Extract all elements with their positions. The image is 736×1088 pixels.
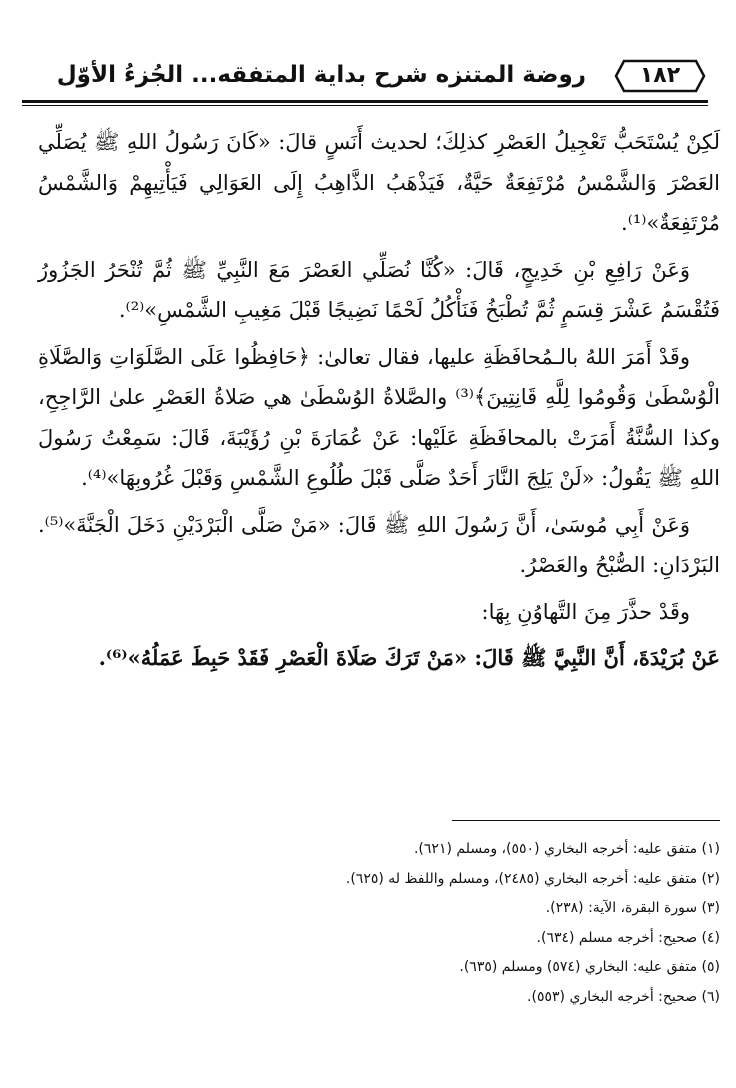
paragraph-rafi-hadith: وَعَنْ رَافِعِ بْنِ خَدِيجٍ، قَالَ: «كُنَّا نُصَلِّي العَصْرَ مَعَ النَّبِيِّ ﷺ ثُمَّ تُنْحَرُ الجَزُورُ فَتُقْسَمُ عَشْرَ قِسَمٍ ثُمَّ تُطْبَخُ فَنَأْكُلُ لَحْمًا نَضِيجًا قَبْلَ مَغِيبِ الشَّمْسِ»⁽²⁾. [38,257,720,322]
paragraph-abu-musa-hadith: وَعَنْ أَبِي مُوسَىٰ، أَنَّ رَسُولَ اللهِ ﷺ قَالَ: «مَنْ صَلَّى الْبَرْدَيْنِ دَخَلَ الْجَنَّةَ»⁽⁵⁾. البَرْدَانِ: الصُّبْحُ والعَصْرُ. [38,512,720,577]
footnote-divider [452,820,720,821]
book-title: روضة المتنزه شرح بداية المتفقه... الجُزءُ الأوّل [56,62,586,88]
page-number: ١٨٢ [639,63,681,88]
page-header [22,56,708,106]
paragraph-anas-hadith: لَكِنْ يُسْتَحَبُّ تَعْجِيلُ العَصْرِ كذلِكَ؛ لحديث أَنَسٍ قالَ: «كَانَ رَسُولُ اللهِ ﷺ يُصَلِّي العَصْرَ وَالشَّمْسُ مُرْتَفِعَةٌ حَيَّةٌ، فَيَذْهَبُ الذَّاهِبُ إِلَى العَوَالِي فَيَأْتِيهِمْ وَالشَّمْسُ مُرْتَفِعَةٌ»⁽¹⁾. [38,130,720,235]
footnote-item: (٢) متفق عليه: أخرجه البخاري (٢٤٨٥)، ومسلم واللفظ له (٦٢٥). [345,870,720,887]
footnote-item: (١) متفق عليه: أخرجه البخاري (٥٥٠)، ومسلم (٦٢١). [413,841,720,857]
footnotes [38,835,720,1012]
paragraph-warning: وقَدْ حذَّرَ مِنَ التَّهاوُنِ بِهَا: [481,599,690,624]
footnote-item: (٦) صحيح: أخرجه البخاري (٥٥٣). [527,988,720,1005]
footnote-item: (٥) متفق عليه: البخاري (٥٧٤) ومسلم (٦٣٥). [459,959,720,975]
paragraph-preserve-prayer: وقَدْ أَمَرَ اللهُ بالـمُحافَظَةِ عليها، فقال تعالىٰ: ﴿حَافِظُوا عَلَى الصَّلَوَاتِ وَالصَّلَاةِ الْوُسْطَىٰ وَقُومُوا لِلَّهِ قَانِتِينَ﴾⁽³⁾ والصَّلاةُ الوُسْطَىٰ هي صَلاةُ العَصْرِ علىٰ الرَّاجِحِ، وكذا السُّنَّةُ أَمَرَتْ بالمحافَظَةِ عَلَيْها: عَنْ عُمَارَةَ بْنِ رُؤَيْبَةَ، قَالَ: سَمِعْتُ رَسُولَ اللهِ ﷺ يَقُولُ: «لَنْ يَلِجَ النَّارَ أَحَدٌ صَلَّى قَبْلَ طُلُوعِ الشَّمْسِ وَقَبْلَ غُرُوبِهَا»⁽⁴⁾. [38,344,721,490]
footnote-item: (٤) صحيح: أخرجه مسلم (٦٣٤). [536,929,720,946]
footnote-item: (٣) سورة البقرة، الآية: (٢٣٨). [545,900,720,916]
paragraph-buraydah-hadith: عَنْ بُرَيْدَةَ، أَنَّ النَّبِيَّ ﷺ قَالَ: «مَنْ تَرَكَ صَلَاةَ الْعَصْرِ فَقَدْ حَبِطَ عَمَلُهُ»⁽⁶⁾. [98,645,720,670]
page-number-badge [614,58,706,94]
main-text [38,122,720,679]
header-divider-thin [22,105,708,106]
header-divider [22,100,708,103]
